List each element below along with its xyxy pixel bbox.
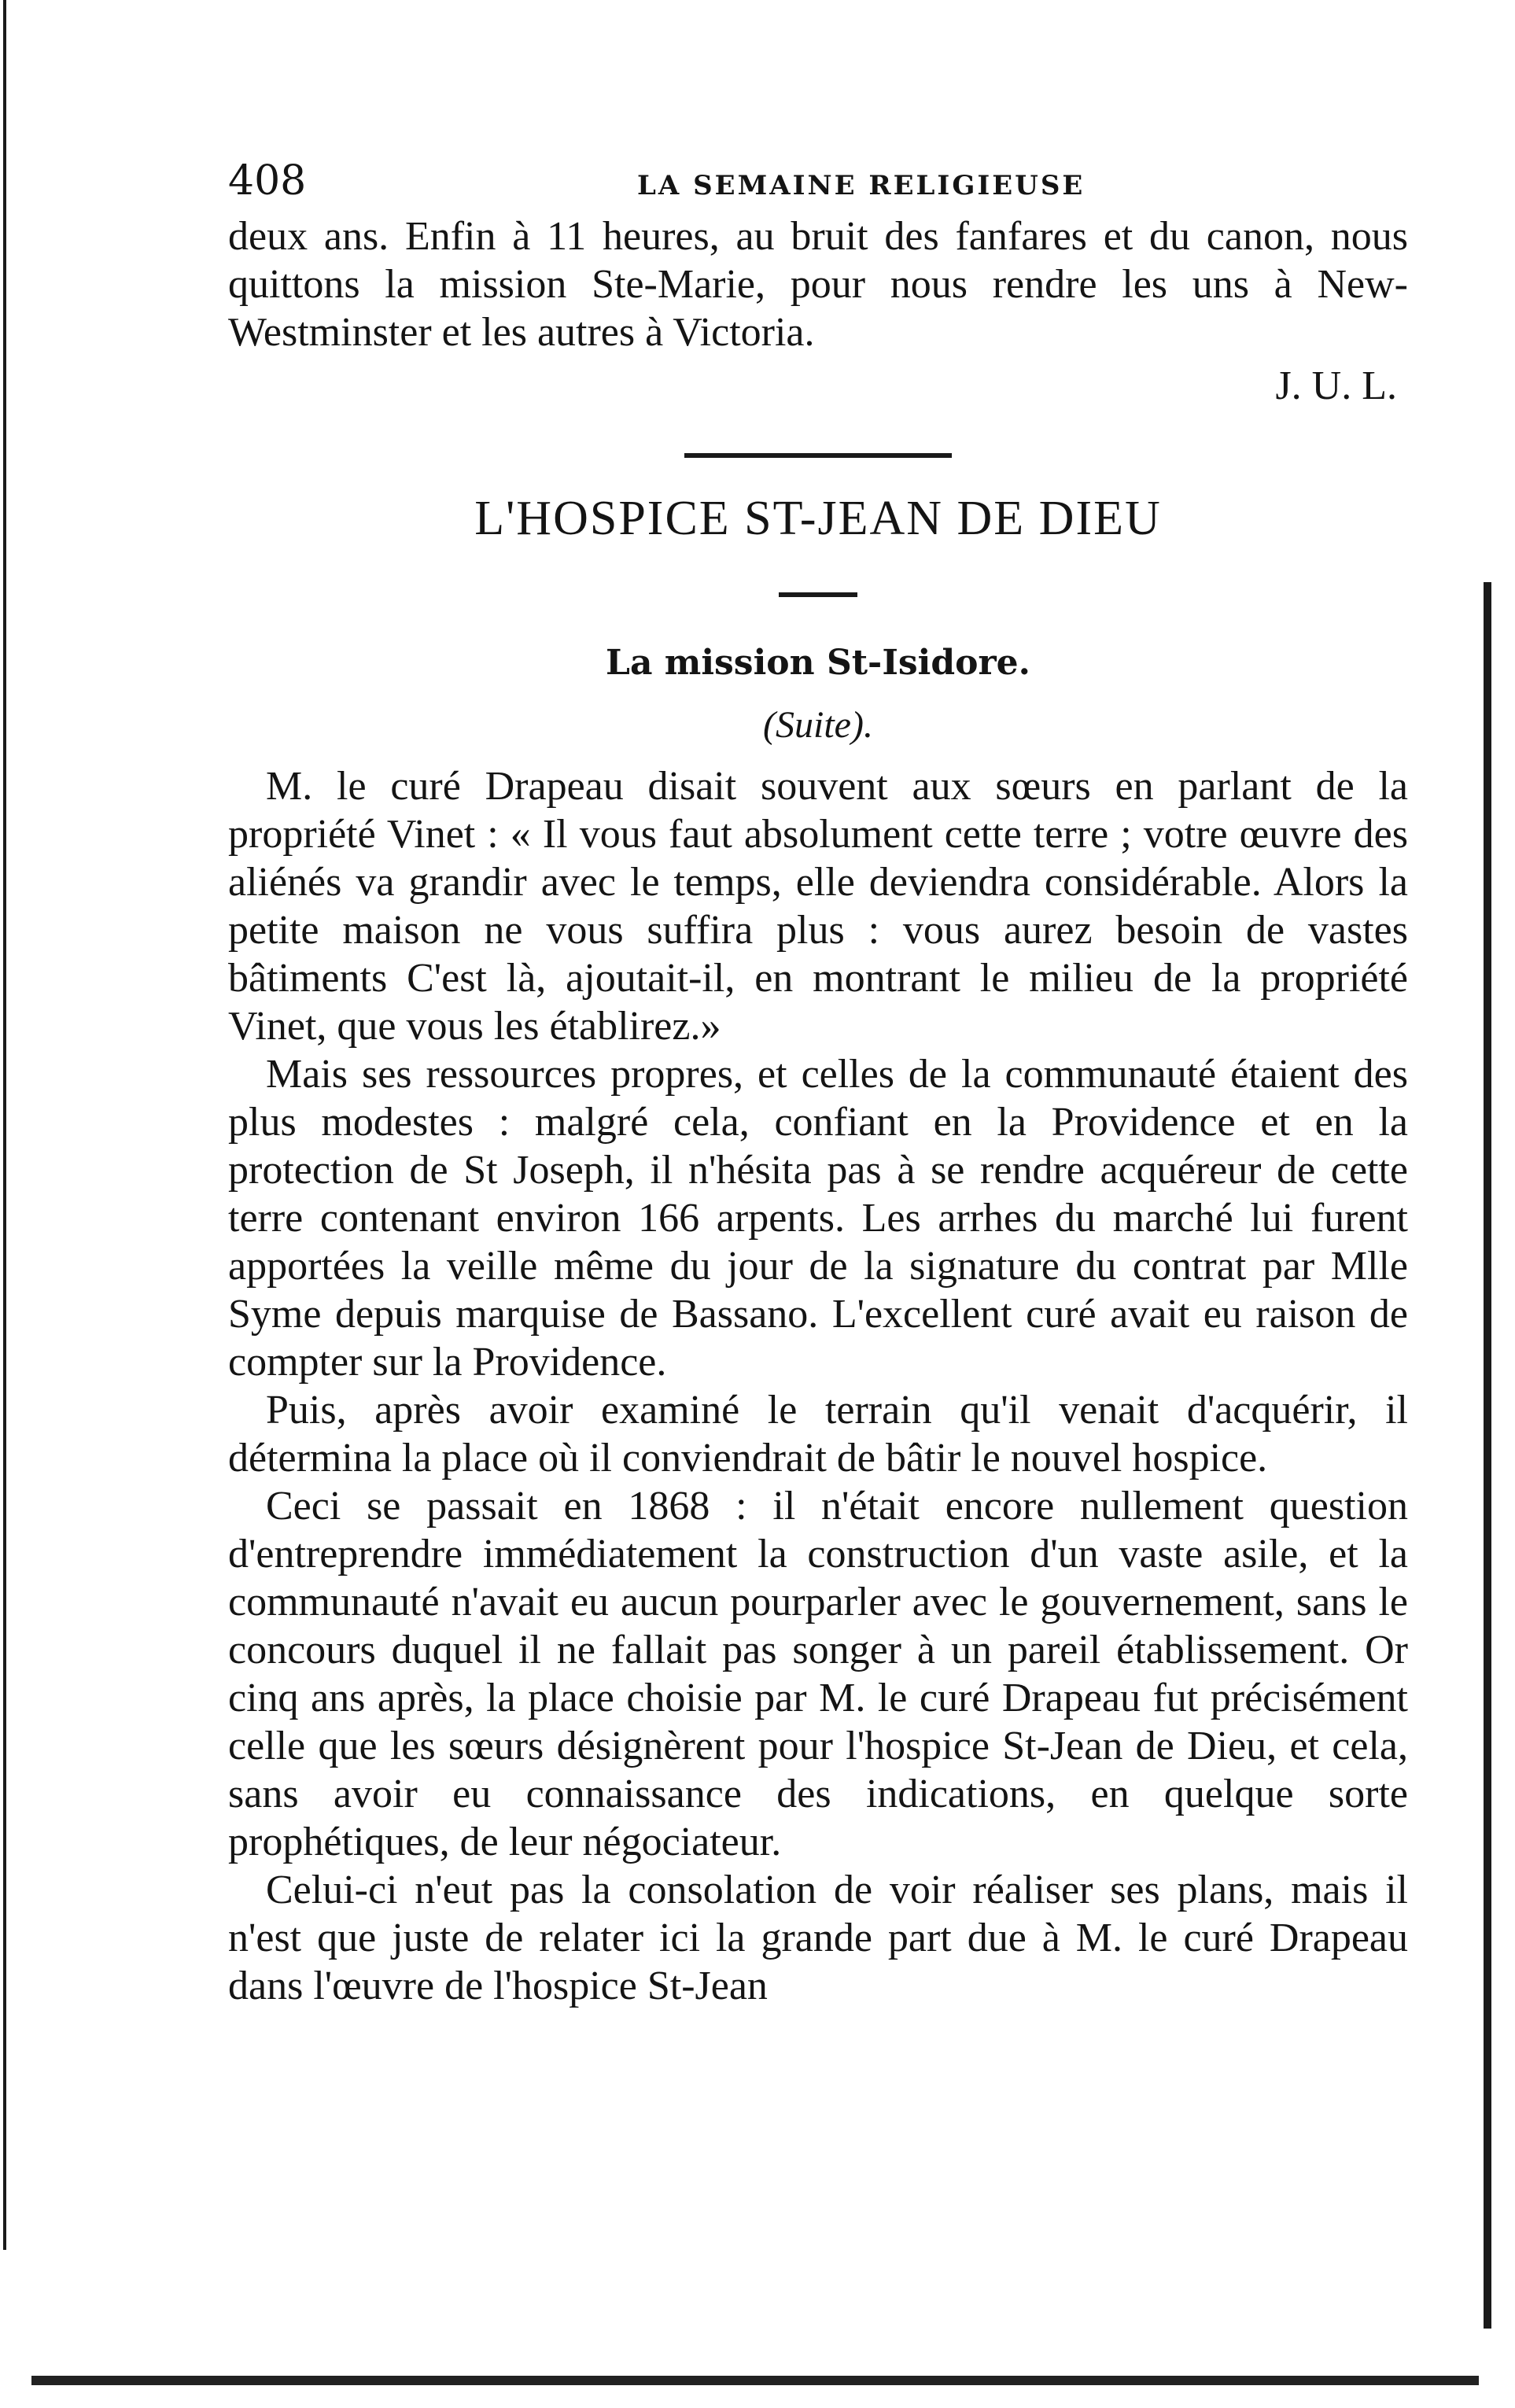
- running-head: [228, 157, 1408, 212]
- page-edge-bottom: [31, 2376, 1479, 2385]
- section-divider: [684, 453, 952, 458]
- page-edge-right: [1484, 582, 1491, 2329]
- page: [228, 157, 1408, 2010]
- article-end-text: deux ans. Enfin à 11 heures, au bruit des fanfares et du canon, nous quittons la mission Ste-Marie, pour nous rendre les uns à New-Westminster et les autres à Victoria.: [228, 214, 1408, 355]
- author-signature: J. U. L.: [1275, 363, 1397, 408]
- paragraph: Celui-ci n'eut pas la consolation de voir réaliser ses plans, mais il n'est que juste de relater ici la grande part due à M. le curé Drapeau dans l'œuvre de l'hospice St-Jean: [228, 1868, 1408, 2008]
- article-subtitle: La mission St-Isidore.: [606, 643, 1030, 683]
- paragraph: Puis, après avoir examiné le terrain qu'il venait d'acquérir, il détermina la place où il conviendrait de bâtir le nouvel hospice.: [228, 1388, 1408, 1481]
- title-divider: [779, 592, 857, 597]
- paragraph: Ceci se passait en 1868 : il n'était encore nullement question d'entreprendre immédiatement la construction d'un vaste asile, et la communauté n'avait eu aucun pourparler avec le gouvernement, sans le concours duquel il ne fallait pas songer à un pareil établissement. Or cinq ans après, la place choisie par M. le curé Drapeau fut précisément celle que les sœurs désignèrent pour l'hospice St-Jean de Dieu, et cela, sans avoir eu connaissance des indications, en quelque sorte prophétiques, de leur négociateur.: [228, 1484, 1408, 1864]
- article-title: L'HOSPICE ST-JEAN DE DIEU: [474, 492, 1162, 545]
- journal-title: LA SEMAINE RELIGIEUSE: [637, 170, 1086, 201]
- paragraph: M. le curé Drapeau disait souvent aux sœurs en parlant de la propriété Vinet : « Il vous faut absolument cette terre ; votre œuvre des aliénés va grandir avec le temps, elle deviendra considérable. Alors la petite maison ne vous suffira plus : vous aurez besoin de vastes bâtiments C'est là, ajoutait-il, en montrant le milieu de la propriété Vinet, que vous les établirez.»: [228, 764, 1408, 1049]
- page-number: 408: [228, 157, 307, 205]
- page-edge-left: [3, 0, 6, 2250]
- continued-label: (Suite).: [763, 704, 873, 746]
- paragraph: Mais ses ressources propres, et celles de la communauté étaient des plus modestes : malgré cela, confiant en la Providence et en la protection de St Joseph, il n'hésita pas à se rendre acquéreur de cette terre contenant environ 166 arpents. Les arrhes du marché lui furent apportées la veille même du jour de la signature du contrat par Mlle Syme depuis marquise de Bassano. L'excellent curé avait eu raison de compter sur la Providence.: [228, 1052, 1408, 1385]
